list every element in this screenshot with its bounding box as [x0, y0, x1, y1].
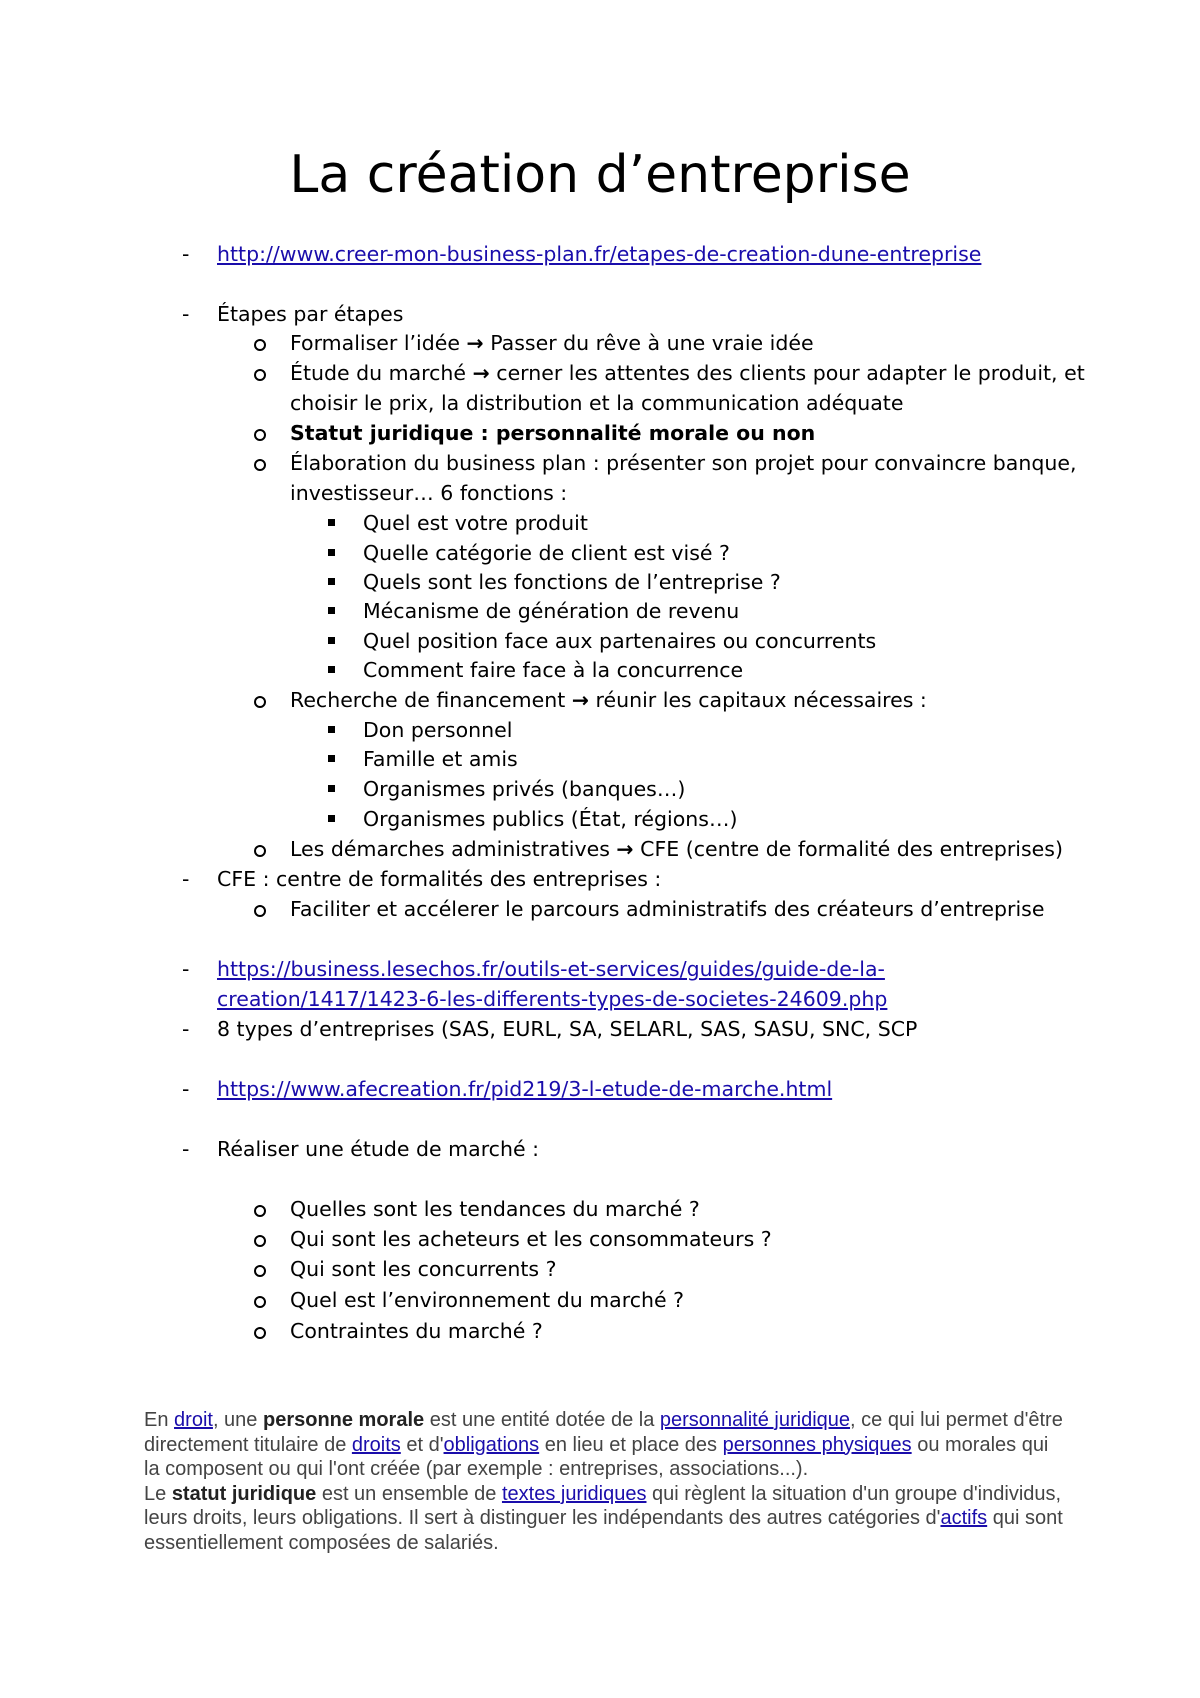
circle-bullet: [254, 1296, 266, 1308]
dash-bullet: -: [182, 957, 190, 981]
fonction-item: Quelle catégorie de client est visé ?: [363, 541, 730, 565]
link-lesechos[interactable]: https://business.lesechos.fr/outils-et-services/guides/guide-de-la-: [217, 957, 885, 981]
fonction-item: Quel est votre produit: [363, 511, 588, 535]
etape-statut: Statut juridique : personnalité morale ou non: [290, 421, 816, 445]
link-afecreation[interactable]: https://www.afecreation.fr/pid219/3-l-etude-de-marche.html: [217, 1077, 833, 1101]
etapes-heading: Étapes par étapes: [217, 302, 404, 326]
square-bullet: [328, 607, 335, 614]
marche-heading: Réaliser une étude de marché :: [217, 1137, 539, 1161]
arrow-icon: →: [472, 361, 490, 385]
arrow-icon: →: [616, 837, 634, 861]
link-droits[interactable]: droits: [351, 1433, 401, 1456]
link-lesechos-cont[interactable]: creation/1417/1423-6-les-differents-types-de-societes-24609.php: [217, 987, 888, 1011]
dash-bullet: -: [182, 867, 190, 891]
circle-bullet: [254, 1205, 266, 1217]
marche-item: Quelles sont les tendances du marché ?: [290, 1197, 700, 1221]
etape-demarches: Les démarches administratives → CFE (centre de formalité des entreprises): [290, 837, 1063, 861]
etape-elaboration-cont: investisseur… 6 fonctions :: [290, 481, 568, 505]
dash-bullet: -: [182, 302, 190, 326]
square-bullet: [328, 666, 335, 673]
link-actifs[interactable]: actifs: [940, 1507, 988, 1530]
dash-bullet: -: [182, 1017, 190, 1041]
circle-bullet: [254, 1235, 266, 1247]
square-bullet: [328, 519, 335, 526]
link-textes-juridiques[interactable]: textes juridiques: [501, 1482, 647, 1505]
circle-bullet: [254, 696, 266, 708]
circle-bullet: [254, 339, 266, 351]
square-bullet: [328, 755, 335, 762]
etape-elaboration: Élaboration du business plan : présenter son projet pour convaincre banque,: [290, 451, 1077, 475]
circle-bullet: [254, 429, 266, 441]
circle-bullet: [254, 845, 266, 857]
page-title: La création d’entreprise: [289, 145, 911, 205]
fonction-item: Quel position face aux partenaires ou concurrents: [363, 629, 877, 653]
etape-etude: Étude du marché → cerner les attentes des clients pour adapter le produit, et: [290, 361, 1085, 385]
marche-item: Contraintes du marché ?: [290, 1319, 543, 1343]
cfe-item: Faciliter et accélerer le parcours administratifs des créateurs d’entreprise: [290, 897, 1045, 921]
link-personnalite-juridique[interactable]: personnalité juridique: [659, 1409, 851, 1431]
definition-personne-morale: En droit, une personne morale est une entité dotée de la personnalité juridique, ce qui lui permet d'être directement titulaire de droits et d'obligations en lieu et place des personnes physiques ou morales qui la composent ou qui l'ont créée (par exemple : entreprises, associations...).: [144, 1409, 1063, 1481]
square-bullet: [328, 578, 335, 585]
arrow-icon: →: [571, 688, 589, 712]
etape-financement: Recherche de financement → réunir les capitaux nécessaires :: [290, 688, 927, 712]
definition-statut-juridique: Le statut juridique est un ensemble de textes juridiques qui règlent la situation d'un groupe d'individus, leurs droits, leurs obligations. Il sert à distinguer les indépendants des autres catégories d'actifs qui sont essentiellement composées de salariés.: [144, 1482, 1063, 1554]
link-droit[interactable]: droit: [174, 1409, 213, 1431]
fonction-item: Quels sont les fonctions de l’entreprise ?: [363, 570, 781, 594]
link-obligations[interactable]: obligations: [443, 1433, 540, 1456]
dash-bullet: -: [182, 242, 190, 266]
square-bullet: [328, 785, 335, 792]
link-personnes-physiques[interactable]: personnes physiques: [722, 1433, 912, 1456]
circle-bullet: [254, 369, 266, 381]
arrow-icon: →: [466, 331, 484, 355]
marche-item: Qui sont les concurrents ?: [290, 1257, 557, 1281]
source-item: Famille et amis: [363, 747, 518, 771]
fonction-item: Mécanisme de génération de revenu: [363, 599, 740, 623]
square-bullet: [328, 726, 335, 733]
fonction-item: Comment faire face à la concurrence: [363, 658, 744, 682]
types-entreprises: 8 types d’entreprises (SAS, EURL, SA, SELARL, SAS, SASU, SNC, SCP: [217, 1017, 918, 1041]
link-creer-mon-business-plan[interactable]: http://www.creer-mon-business-plan.fr/etapes-de-creation-dune-entreprise: [217, 242, 982, 266]
circle-bullet: [254, 1327, 266, 1339]
circle-bullet: [254, 459, 266, 471]
marche-item: Quel est l’environnement du marché ?: [290, 1288, 684, 1312]
circle-bullet: [254, 1265, 266, 1277]
circle-bullet: [254, 905, 266, 917]
source-item: Don personnel: [363, 718, 513, 742]
marche-item: Qui sont les acheteurs et les consommateurs ?: [290, 1227, 772, 1251]
source-item: Organismes privés (banques…): [363, 777, 686, 801]
definitions-block: [144, 1408, 1064, 1556]
etape-formaliser: Formaliser l’idée → Passer du rêve à une vraie idée: [290, 331, 814, 355]
dash-bullet: -: [182, 1137, 190, 1161]
square-bullet: [328, 549, 335, 556]
square-bullet: [328, 637, 335, 644]
dash-bullet: -: [182, 1077, 190, 1101]
source-item: Organismes publics (État, régions…): [363, 807, 738, 831]
etape-etude-cont: choisir le prix, la distribution et la communication adéquate: [290, 391, 904, 415]
cfe-heading: CFE : centre de formalités des entreprises :: [217, 867, 662, 891]
square-bullet: [328, 815, 335, 822]
